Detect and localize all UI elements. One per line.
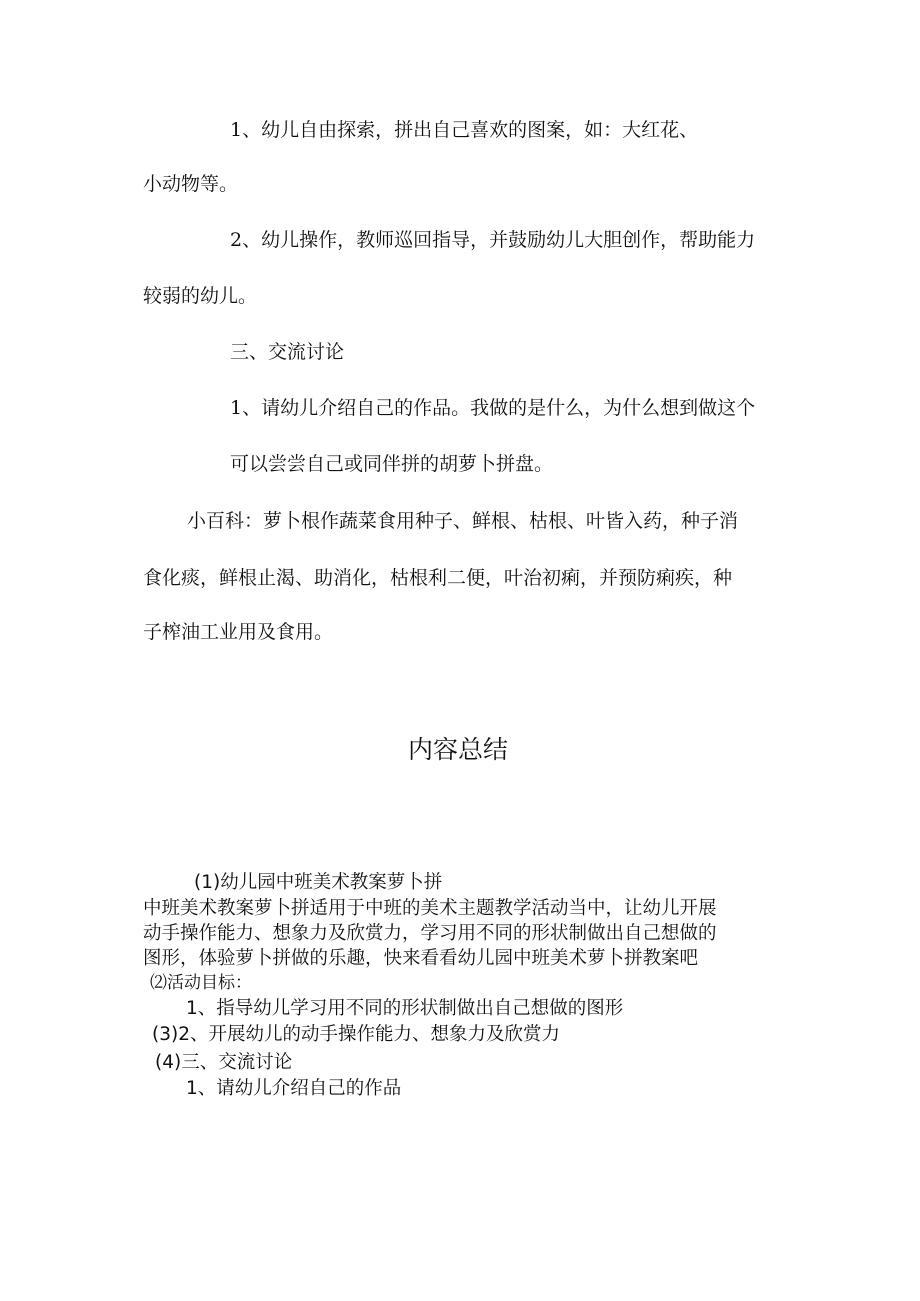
section-heading: 三、交流讨论: [230, 341, 345, 363]
paragraph-line: 可以尝尝自己或同伴拼的胡萝卜拼盘。: [230, 453, 554, 475]
paragraph-line: 1、请幼儿介绍自己的作品。我做的是什么，为什么想到做这个: [230, 397, 756, 419]
summary-text-line: 动手操作能力、想象力及欣赏力，学习用不同的形状制做出自己想做的: [143, 923, 717, 944]
paragraph-line: 1、幼儿自由探索，拼出自己喜欢的图案，如：大红花、: [230, 119, 699, 141]
summary-goal: 1、指导幼儿学习用不同的形状制做出自己想做的图形: [186, 998, 624, 1019]
encyclopedia-line: 食化痰，鲜根止渴、助消化，枯根利二便，叶治初痢，并预防痢疾，种: [143, 567, 733, 589]
paragraph-line: 2、幼儿操作，教师巡回指导，并鼓励幼儿大胆创作，帮助能力: [230, 229, 756, 251]
summary-discussion: 1、请幼儿介绍自己的作品: [186, 1078, 402, 1099]
summary-item: ⑵活动目标：: [150, 973, 252, 993]
summary-item: (4)三、交流讨论: [155, 1052, 293, 1073]
summary-text-line: 图形，体验萝卜拼做的乐趣，快来看看幼儿园中班美术萝卜拼教案吧: [143, 948, 699, 969]
summary-text-line: 中班美术教案萝卜拼适用于中班的美术主题教学活动当中，让幼儿开展: [143, 898, 717, 919]
summary-title: 内容总结: [408, 735, 509, 764]
encyclopedia-line: 子榨油工业用及食用。: [143, 621, 334, 643]
summary-item: (1)幼儿园中班美术教案萝卜拼: [194, 872, 443, 893]
encyclopedia-line: 小百科：萝卜根作蔬菜食用种子、鲜根、枯根、叶皆入药，种子消: [187, 510, 739, 532]
paragraph-line: 小动物等。: [143, 173, 239, 195]
summary-item: (3)2、开展幼儿的动手操作能力、想象力及欣赏力: [152, 1024, 560, 1045]
paragraph-line: 较弱的幼儿。: [143, 285, 258, 307]
